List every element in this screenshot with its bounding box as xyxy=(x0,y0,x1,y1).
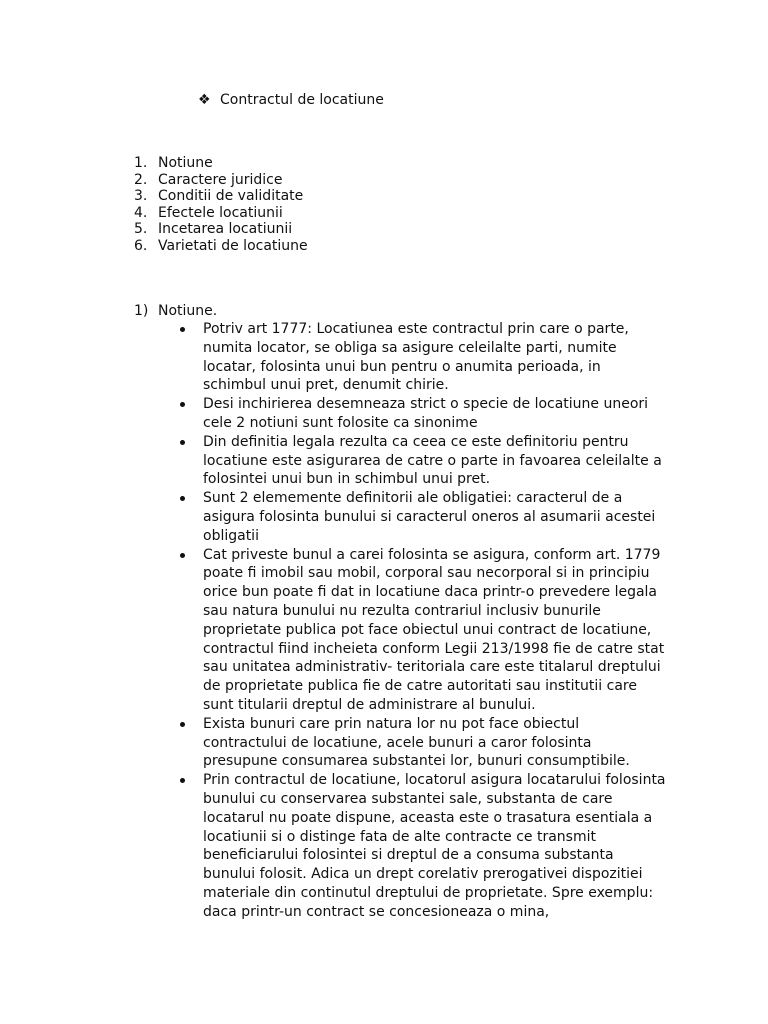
toc-item xyxy=(134,205,308,222)
document-heading xyxy=(198,91,384,110)
toc-item xyxy=(134,172,308,189)
toc-item-number: 1. xyxy=(134,155,148,171)
table-of-contents xyxy=(134,155,308,255)
list-item-text: Prin contractul de locatiune, locatorul asigura locatarului folosinta bunului cu conservarea substantei sale, substanta de care locatarul nu poate dispune, aceasta este o trasatura esentiala a locatiunii si o distinge fata de alte contracte ce transmit beneficiarului folosintei si dreptul de a consuma substanta bunului folosit. Adica un drept corelativ prerogativei dispozitiei materiale din continutul dreptului de proprietate. Spre exemplu: daca printr-un contract se concesioneaza o mina, xyxy=(203,772,666,920)
document-title: Contractul de locatiune xyxy=(220,92,384,108)
toc-item xyxy=(134,238,308,255)
toc-item-label: Incetarea locatiunii xyxy=(158,221,293,238)
list-item xyxy=(176,546,666,715)
toc-item xyxy=(134,155,308,172)
list-item xyxy=(176,489,666,545)
list-item-text: Din definitia legala rezulta ca ceea ce este definitoriu pentru locatiune este asigurarea de catre o parte in favoarea celeilalte a folosintei unui bun in schimbul unui pret. xyxy=(203,433,662,488)
toc-item-number: 3. xyxy=(134,188,148,205)
section-bullet-list xyxy=(176,320,666,922)
list-item-text: Potriv art 1777: Locatiunea este contractul prin care o parte, numita locator, se obliga sa asigure celeilalte parti, numite locatar, folosinta unui bun pentru o anumita perioada, in schimbul unui pret, denumit chirie. xyxy=(203,321,629,394)
list-item xyxy=(176,715,666,771)
toc-item-label: Caractere juridice xyxy=(158,171,283,188)
bullet-dot-icon xyxy=(180,402,185,407)
toc-item-number: 6. xyxy=(134,237,148,254)
bullet-dot-icon xyxy=(180,496,185,501)
toc-item-number: 2. xyxy=(134,171,148,188)
bullet-dot-icon xyxy=(180,440,185,445)
toc-item-label: Varietati de locatiune xyxy=(158,237,308,254)
toc-item-label: Efectele locatiunii xyxy=(158,204,283,221)
bullet-dot-icon xyxy=(180,553,185,558)
list-item xyxy=(176,395,666,433)
bullet-dot-icon xyxy=(180,722,185,727)
toc-item-label: Conditii de validitate xyxy=(158,188,304,205)
list-item xyxy=(176,320,666,395)
toc-item-number: 4. xyxy=(134,204,148,221)
list-item-text: Desi inchirierea desemneaza strict o specie de locatiune uneori cele 2 notiuni sunt folosite ca sinonime xyxy=(203,396,649,431)
toc-item xyxy=(134,221,308,238)
list-item-text: Cat priveste bunul a carei folosinta se asigura, conform art. 1779 poate fi imobil sau mobil, corporal sau necorporal si in principiu orice bun poate fi dat in locatiune daca printr-o prevedere legala sau natura bunului nu rezulta contrariul inclusiv bunurile proprietate publica pot face obiectul unui contract de locatiune, contractul fiind incheieta conform Legii 213/1998 fie de catre stat sau unitatea administrativ- teritoriala care este titalarul dreptului de proprietate publica fie de catre autoritati sau institutii care sunt titularii dreptul de administrare al bunului. xyxy=(203,546,665,713)
toc-item xyxy=(134,188,308,205)
list-item-text: Sunt 2 elememente definitorii ale obligatiei: caracterul de a asigura folosinta bunului si caracterul oneros al asumarii acestei obligatii xyxy=(203,490,656,544)
toc-item-number: 5. xyxy=(134,221,148,238)
bullet-dot-icon xyxy=(180,327,185,332)
diamond-bullet-icon: ❖ xyxy=(198,92,211,108)
section-title: Notiune. xyxy=(158,303,218,319)
bullet-dot-icon xyxy=(180,778,185,783)
list-item xyxy=(176,433,666,489)
list-item xyxy=(176,771,666,921)
section-heading xyxy=(134,302,217,321)
list-item-text: Exista bunuri care prin natura lor nu pot face obiectul contractului de locatiune, acele bunuri a caror folosinta presupune consumarea substantei lor, bunuri consumptibile. xyxy=(203,715,630,770)
toc-item-label: Notiune xyxy=(158,155,213,171)
section-number: 1) xyxy=(134,303,149,319)
